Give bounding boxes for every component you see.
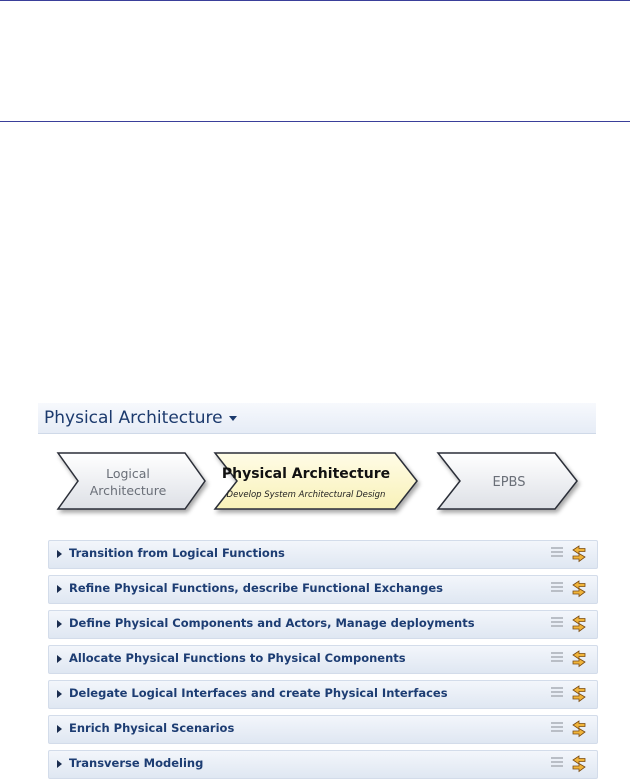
- description-lines-icon[interactable]: [551, 757, 563, 771]
- sync-arrows-icon[interactable]: [570, 685, 588, 703]
- phase-logical-line2: Architecture: [89, 483, 167, 498]
- phase-physical-title: Physical Architecture: [221, 466, 391, 482]
- phase-logical-architecture[interactable]: [58, 453, 205, 509]
- expand-triangle-icon[interactable]: [57, 585, 62, 593]
- description-lines-icon[interactable]: [551, 652, 563, 666]
- expand-triangle-icon[interactable]: [57, 760, 62, 768]
- viewpoint-header: [38, 403, 596, 434]
- sync-arrows-icon[interactable]: [570, 580, 588, 598]
- phase-logical-line1: Logical: [106, 466, 150, 481]
- description-lines-icon[interactable]: [551, 617, 563, 631]
- section-label: Transition from Logical Functions: [69, 546, 285, 560]
- expand-triangle-icon[interactable]: [57, 655, 62, 663]
- section-header-1[interactable]: [48, 540, 598, 569]
- viewpoint-selector[interactable]: [44, 408, 237, 428]
- description-lines-icon[interactable]: [551, 722, 563, 736]
- sync-arrows-icon[interactable]: [570, 755, 588, 773]
- phase-epbs-label: EPBS: [492, 475, 526, 490]
- phase-navigator: [40, 445, 590, 517]
- chevron-down-icon: [229, 416, 237, 421]
- sync-arrows-icon[interactable]: [570, 545, 588, 563]
- section-header-5[interactable]: [48, 680, 598, 709]
- middle-divider: [0, 121, 630, 122]
- section-label: Transverse Modeling: [69, 756, 204, 770]
- description-lines-icon[interactable]: [551, 687, 563, 701]
- expand-triangle-icon[interactable]: [57, 725, 62, 733]
- section-header-3[interactable]: [48, 610, 598, 639]
- description-lines-icon[interactable]: [551, 582, 563, 596]
- section-header-6[interactable]: [48, 715, 598, 744]
- section-label: Refine Physical Functions, describe Functional Exchanges: [69, 581, 443, 595]
- section-header-2[interactable]: [48, 575, 598, 604]
- phase-epbs[interactable]: [438, 453, 577, 509]
- top-divider: [0, 0, 630, 1]
- section-label: Allocate Physical Functions to Physical Components: [69, 651, 406, 665]
- expand-triangle-icon[interactable]: [57, 620, 62, 628]
- expand-triangle-icon[interactable]: [57, 690, 62, 698]
- description-lines-icon[interactable]: [551, 547, 563, 561]
- section-label: Enrich Physical Scenarios: [69, 721, 235, 735]
- expand-triangle-icon[interactable]: [57, 550, 62, 558]
- sync-arrows-icon[interactable]: [570, 720, 588, 738]
- section-label: Delegate Logical Interfaces and create Physical Interfaces: [69, 686, 448, 700]
- phase-physical-architecture[interactable]: [215, 453, 417, 509]
- section-label: Define Physical Components and Actors, Manage deployments: [69, 616, 475, 630]
- sync-arrows-icon[interactable]: [570, 650, 588, 668]
- sync-arrows-icon[interactable]: [570, 615, 588, 633]
- section-header-7[interactable]: [48, 750, 598, 779]
- phase-physical-subtitle: Develop System Architectural Design: [226, 490, 386, 500]
- viewpoint-title: Physical Architecture: [44, 408, 223, 428]
- section-header-4[interactable]: [48, 645, 598, 674]
